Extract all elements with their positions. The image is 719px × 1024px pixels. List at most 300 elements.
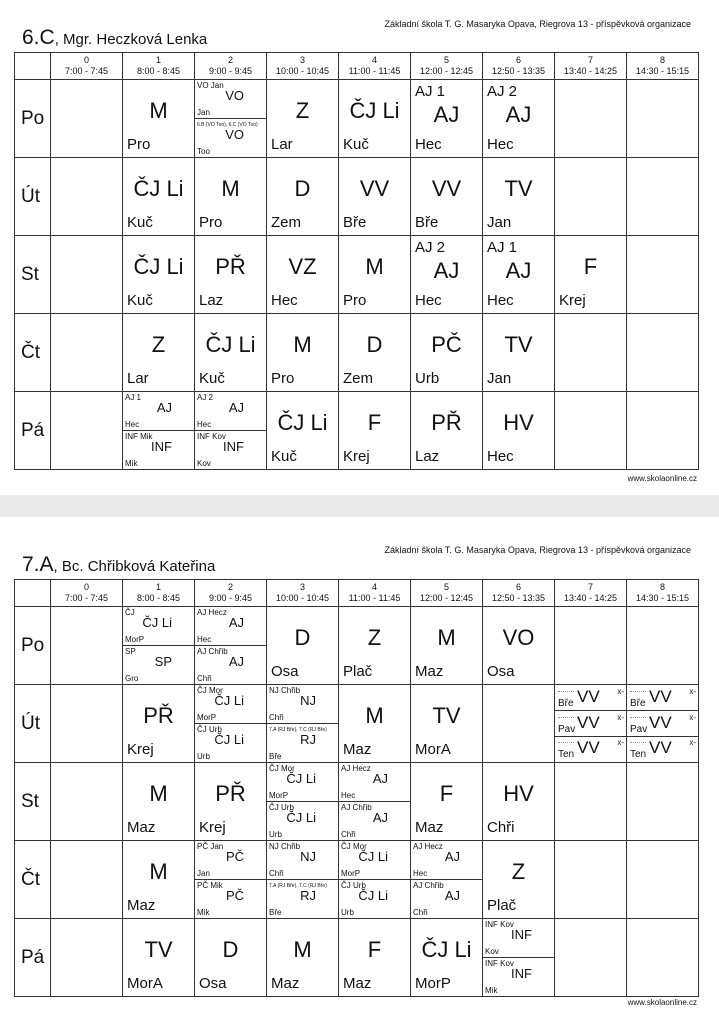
lesson-subject: F	[367, 937, 382, 962]
lesson-cell[interactable]	[339, 607, 411, 685]
lesson-subject: PČ	[225, 888, 244, 903]
period-time: 12:00 - 12:45	[419, 593, 474, 603]
lesson-group: AJ Chřib	[197, 647, 228, 656]
lesson-teacher: Mik	[485, 986, 498, 995]
lesson-teacher: Maz	[343, 975, 372, 992]
lesson-subject: PČ	[431, 332, 462, 357]
lesson-teacher: Osa	[487, 663, 515, 680]
lesson-subject: PŘ	[215, 254, 246, 279]
lesson-teacher: Kuč	[343, 136, 369, 153]
period-header-0	[51, 580, 123, 607]
lesson-half-bot	[267, 802, 338, 840]
lesson-teacher: Kuč	[271, 448, 297, 465]
lesson-teacher: Lar	[127, 370, 149, 387]
lesson-half-top	[411, 841, 482, 880]
lesson-subject: ČJ Li	[133, 254, 184, 279]
lesson-subject: SP	[154, 654, 172, 669]
school-name: Základní škola T. G. Masaryka Opava, Riegrova 13 - příspěvková organizace	[384, 19, 691, 29]
lesson-cell[interactable]	[339, 392, 411, 470]
lesson-cell[interactable]	[195, 763, 267, 841]
lesson-teacher: Bře	[630, 698, 646, 709]
lesson-group: AJ Hecz	[197, 608, 227, 617]
lesson-cell[interactable]	[483, 236, 555, 314]
lesson-teacher: Chři	[269, 869, 284, 878]
lesson-third	[627, 736, 698, 761]
lesson-subject: ČJ Li	[421, 937, 472, 962]
lesson-half-top	[339, 841, 410, 880]
period-time: 8:00 - 8:45	[136, 66, 181, 76]
lesson-half-bot	[123, 646, 194, 684]
lesson-subject: TV	[504, 332, 533, 357]
lesson-teacher: MorP	[269, 791, 289, 800]
lesson-cell[interactable]	[267, 236, 339, 314]
lesson-teacher: Pro	[343, 292, 367, 309]
period-number: 2	[227, 582, 233, 592]
day-label: Pá	[15, 392, 51, 470]
footer-link[interactable]: www.skolaonline.cz	[627, 474, 697, 483]
day-row	[15, 685, 699, 763]
lesson-subject: AJ	[156, 400, 172, 415]
lesson-cell	[555, 314, 627, 392]
lesson-subject: VZ	[288, 254, 317, 279]
period-header-2	[195, 53, 267, 80]
lesson-cell[interactable]	[267, 158, 339, 236]
lesson-cell[interactable]	[123, 841, 195, 919]
period-number: 0	[83, 582, 89, 592]
lesson-teacher: MorP	[415, 975, 451, 992]
period-time: 10:00 - 10:45	[275, 593, 330, 603]
lesson-subject: PČ	[225, 849, 244, 864]
period-header-2	[195, 580, 267, 607]
lesson-cell	[51, 763, 123, 841]
dotted-line	[630, 691, 646, 692]
day-label: Po	[15, 80, 51, 158]
lesson-teacher: Bře	[269, 908, 282, 917]
lesson-mark: x-	[689, 738, 696, 748]
lesson-subject: RJ	[300, 732, 316, 747]
lesson-teacher: Maz	[415, 663, 444, 680]
lesson-teacher: Hec	[413, 869, 428, 878]
lesson-cell[interactable]	[267, 763, 339, 841]
lesson-cell	[51, 685, 123, 763]
lesson-subject: ČJ Li	[142, 615, 172, 630]
lesson-cell[interactable]	[411, 763, 483, 841]
lesson-group: INF Kov	[197, 432, 226, 441]
lesson-group: INF Kov	[485, 920, 514, 929]
lesson-subject: F	[367, 410, 382, 435]
header-corner	[15, 580, 51, 607]
lesson-cell[interactable]	[411, 158, 483, 236]
lesson-cell[interactable]	[267, 314, 339, 392]
day-label: Čt	[15, 841, 51, 919]
lesson-cell[interactable]	[339, 763, 411, 841]
lesson-group: AJ 1	[125, 393, 142, 402]
lesson-group: ČJ	[125, 608, 135, 617]
period-number: 5	[443, 582, 449, 592]
lesson-cell[interactable]	[339, 236, 411, 314]
lesson-cell[interactable]	[483, 763, 555, 841]
lesson-half-top	[195, 607, 266, 646]
lesson-teacher: Urb	[341, 908, 354, 917]
lesson-cell[interactable]	[123, 919, 195, 997]
lesson-half-bot	[339, 880, 410, 918]
lesson-cell[interactable]	[483, 158, 555, 236]
period-header-1	[123, 53, 195, 80]
lesson-cell[interactable]	[195, 841, 267, 919]
lesson-cell[interactable]	[483, 392, 555, 470]
lesson-teacher: MorA	[415, 741, 451, 758]
lesson-cell	[51, 314, 123, 392]
period-number: 7	[587, 582, 593, 592]
schedule-page-2	[0, 517, 719, 1024]
lesson-subject: ČJ Li	[358, 888, 388, 903]
period-number: 6	[515, 55, 521, 65]
lesson-teacher: Pav	[630, 723, 648, 735]
lesson-cell	[627, 919, 699, 997]
lesson-teacher: Lar	[271, 136, 293, 153]
lesson-cell[interactable]	[483, 607, 555, 685]
lesson-teacher: Chři	[413, 908, 428, 917]
lesson-subject: VO	[502, 625, 535, 650]
lesson-group: 7.A (RJ Bře), 7.C (RJ Bře)	[269, 727, 327, 733]
period-time: 12:50 - 13:35	[491, 66, 546, 76]
school-name: Základní škola T. G. Masaryka Opava, Riegrova 13 - příspěvková organizace	[384, 545, 691, 555]
lesson-cell[interactable]	[411, 314, 483, 392]
period-header-7	[555, 53, 627, 80]
lesson-subject: M	[221, 176, 240, 201]
lesson-teacher: Gro	[125, 674, 139, 683]
day-row	[15, 841, 699, 919]
lesson-cell[interactable]	[195, 236, 267, 314]
period-header-3	[267, 580, 339, 607]
lesson-cell[interactable]	[267, 607, 339, 685]
lesson-cell[interactable]	[267, 80, 339, 158]
lesson-mark: x-	[617, 687, 624, 696]
lesson-group: AJ 2	[197, 393, 214, 402]
lesson-half-top	[267, 685, 338, 724]
lesson-teacher: Krej	[559, 292, 586, 309]
lesson-mark: x-	[689, 712, 696, 722]
period-header-5	[411, 53, 483, 80]
lesson-subject: VV	[649, 738, 672, 758]
lesson-teacher: Too	[197, 147, 210, 156]
lesson-cell[interactable]	[411, 392, 483, 470]
lesson-teacher: Hec	[271, 292, 298, 309]
lesson-teacher: Laz	[199, 292, 224, 309]
lesson-teacher: Hec	[125, 420, 140, 429]
lesson-subject: M	[365, 254, 384, 279]
lesson-teacher: Plač	[343, 663, 373, 680]
lesson-half-bot	[267, 880, 338, 918]
lesson-subject: ČJ Li	[205, 332, 256, 357]
lesson-cell[interactable]	[339, 919, 411, 997]
lesson-cell[interactable]	[339, 841, 411, 919]
lesson-cell[interactable]	[267, 841, 339, 919]
lesson-subject: TV	[144, 937, 173, 962]
lesson-subject: NJ	[300, 693, 316, 708]
lesson-cell[interactable]	[123, 236, 195, 314]
lesson-cell[interactable]	[123, 763, 195, 841]
lesson-subject: INF	[511, 927, 532, 942]
lesson-teacher: Maz	[271, 975, 300, 992]
lesson-half-bot	[195, 880, 266, 918]
lesson-third	[555, 736, 626, 761]
schedule-header	[22, 26, 207, 50]
period-time: 11:00 - 11:45	[348, 66, 401, 76]
lesson-teacher: Plač	[487, 897, 517, 914]
lesson-teacher: Pro	[127, 136, 151, 153]
lesson-cell[interactable]	[555, 236, 627, 314]
lesson-cell[interactable]	[123, 80, 195, 158]
day-row	[15, 158, 699, 236]
lesson-teacher: Pro	[271, 370, 295, 387]
lesson-cell[interactable]	[195, 392, 267, 470]
class-name: 7.A	[22, 553, 54, 576]
lesson-cell	[627, 236, 699, 314]
lesson-cell[interactable]	[267, 685, 339, 763]
header-corner	[15, 53, 51, 80]
lesson-half-top	[123, 392, 194, 431]
lesson-cell	[627, 158, 699, 236]
lesson-cell[interactable]	[411, 841, 483, 919]
lesson-subject: ČJ Li	[214, 732, 244, 747]
lesson-teacher: Kuč	[127, 292, 153, 309]
lesson-half-bot	[195, 119, 266, 157]
lesson-cell	[555, 841, 627, 919]
lesson-subject: HV	[503, 781, 534, 806]
lesson-cell[interactable]	[195, 919, 267, 997]
lesson-teacher: Mik	[197, 908, 210, 917]
lesson-group: AJ 1	[415, 83, 446, 100]
period-number: 3	[299, 582, 305, 592]
lesson-subject: D	[366, 332, 383, 357]
class-teacher: , Bc. Chřibková Kateřina	[53, 558, 216, 575]
lesson-cell	[555, 158, 627, 236]
lesson-cell	[555, 392, 627, 470]
lesson-half-top	[195, 80, 266, 119]
lesson-cell[interactable]	[411, 685, 483, 763]
lesson-cell[interactable]	[123, 392, 195, 470]
lesson-cell[interactable]	[411, 919, 483, 997]
lesson-cell[interactable]	[339, 314, 411, 392]
lesson-cell[interactable]	[411, 607, 483, 685]
lesson-half-top	[267, 841, 338, 880]
lesson-teacher: Hec	[197, 635, 212, 644]
lesson-subject: VV	[577, 687, 600, 706]
lesson-cell	[483, 685, 555, 763]
lesson-cell	[51, 841, 123, 919]
class-teacher: , Mgr. Heczková Lenka	[54, 31, 208, 48]
period-number: 4	[371, 55, 377, 65]
dotted-line	[558, 742, 574, 743]
lesson-cell[interactable]	[195, 158, 267, 236]
lesson-cell[interactable]	[411, 80, 483, 158]
period-number: 2	[227, 55, 233, 65]
lesson-third	[555, 711, 626, 737]
lesson-teacher: Mik	[125, 459, 138, 468]
lesson-subject: AJ	[433, 102, 460, 127]
lesson-subject: HV	[503, 410, 534, 435]
lesson-half-bot	[195, 646, 266, 684]
period-header-6	[483, 580, 555, 607]
lesson-cell	[555, 763, 627, 841]
lesson-subject: ČJ Li	[286, 771, 316, 786]
lesson-subject: AJ	[444, 888, 460, 903]
day-row	[15, 236, 699, 314]
period-header-5	[411, 580, 483, 607]
lesson-cell[interactable]	[555, 685, 627, 763]
lesson-subject: Z	[367, 625, 382, 650]
lesson-third	[555, 685, 626, 711]
lesson-cell	[555, 607, 627, 685]
lesson-subject: M	[437, 625, 456, 650]
lesson-group: ČJ Urb	[269, 803, 294, 812]
lesson-cell[interactable]	[339, 158, 411, 236]
lesson-subject: ČJ Li	[133, 176, 184, 201]
period-number: 8	[659, 582, 665, 592]
lesson-cell	[51, 919, 123, 997]
lesson-half-top	[195, 685, 266, 724]
lesson-cell	[51, 158, 123, 236]
timetable-grid	[14, 52, 699, 470]
lesson-subject: INF	[223, 439, 244, 454]
lesson-teacher: Hec	[487, 448, 514, 465]
lesson-cell	[555, 919, 627, 997]
lesson-teacher: Chři	[487, 819, 515, 836]
period-time: 9:00 - 9:45	[208, 66, 253, 76]
lesson-group: INF Mik	[125, 432, 153, 441]
lesson-subject: INF	[151, 439, 172, 454]
lesson-cell[interactable]	[195, 607, 267, 685]
lesson-half-top	[483, 919, 554, 958]
lesson-cell[interactable]	[339, 80, 411, 158]
lesson-teacher: Urb	[415, 370, 440, 387]
lesson-subject: VV	[649, 712, 672, 732]
lesson-teacher: Krej	[127, 741, 154, 758]
lesson-teacher: Jan	[487, 214, 512, 231]
period-time: 7:00 - 7:45	[64, 66, 109, 76]
lesson-cell[interactable]	[123, 685, 195, 763]
period-number: 0	[83, 55, 89, 65]
lesson-cell[interactable]	[483, 919, 555, 997]
lesson-cell[interactable]	[267, 919, 339, 997]
lesson-group: ČJ Urb	[341, 881, 366, 890]
lesson-teacher: Krej	[199, 819, 226, 836]
lesson-teacher: Urb	[197, 752, 210, 761]
lesson-group: AJ 2	[487, 83, 518, 100]
lesson-subject: AJ	[228, 654, 244, 669]
period-header-0	[51, 53, 123, 80]
lesson-group: PČ Mik	[197, 881, 223, 890]
lesson-mark: x-	[617, 738, 624, 748]
lesson-cell[interactable]	[483, 314, 555, 392]
lesson-cell[interactable]	[267, 392, 339, 470]
lesson-teacher: MorP	[125, 635, 145, 644]
lesson-cell[interactable]	[339, 685, 411, 763]
period-time: 13:40 - 14:25	[563, 593, 618, 603]
period-number: 3	[299, 55, 305, 65]
lesson-group: AJ 1	[487, 239, 518, 256]
period-number: 1	[155, 55, 161, 65]
lesson-subject: Z	[151, 332, 166, 357]
lesson-subject: Z	[295, 98, 310, 123]
period-header-3	[267, 53, 339, 80]
day-row	[15, 919, 699, 997]
lesson-cell[interactable]	[123, 607, 195, 685]
lesson-subject: NJ	[300, 849, 316, 864]
period-header-4	[339, 53, 411, 80]
lesson-cell[interactable]	[123, 158, 195, 236]
lesson-subject: ČJ Li	[358, 849, 388, 864]
lesson-subject: AJ	[228, 400, 244, 415]
lesson-cell[interactable]	[123, 314, 195, 392]
lesson-group: SP	[125, 647, 136, 656]
lesson-teacher: Bře	[558, 698, 574, 709]
lesson-cell	[627, 763, 699, 841]
lesson-subject: PŘ	[143, 703, 174, 728]
lesson-teacher: Urb	[269, 830, 282, 839]
day-row	[15, 763, 699, 841]
lesson-cell	[51, 607, 123, 685]
lesson-mark: x-	[689, 687, 696, 696]
period-number: 6	[515, 582, 521, 592]
lesson-teacher: Ten	[558, 749, 575, 761]
day-label: Út	[15, 685, 51, 763]
lesson-cell[interactable]	[411, 236, 483, 314]
lesson-subject: AJ	[372, 771, 388, 786]
lesson-group: PČ Jan	[197, 842, 224, 851]
footer-link[interactable]: www.skolaonline.cz	[627, 998, 697, 1007]
period-header-7	[555, 580, 627, 607]
lesson-cell[interactable]	[195, 314, 267, 392]
lesson-cell[interactable]	[483, 80, 555, 158]
lesson-subject: TV	[432, 703, 461, 728]
lesson-teacher: Maz	[127, 897, 156, 914]
lesson-third	[627, 685, 698, 711]
lesson-subject: AJ	[444, 849, 460, 864]
lesson-cell[interactable]	[195, 80, 267, 158]
lesson-teacher: Hec	[415, 136, 442, 153]
lesson-half-bot	[339, 802, 410, 840]
period-header-8	[627, 53, 699, 80]
lesson-teacher: Krej	[343, 448, 370, 465]
lesson-teacher: Osa	[199, 975, 227, 992]
lesson-subject: M	[149, 859, 168, 884]
lesson-subject: TV	[504, 176, 533, 201]
dotted-line	[558, 717, 574, 718]
lesson-cell[interactable]	[195, 685, 267, 763]
lesson-subject: VV	[577, 738, 600, 758]
lesson-teacher: Hec	[487, 292, 514, 309]
period-time: 12:00 - 12:45	[419, 66, 474, 76]
lesson-teacher: Hec	[415, 292, 442, 309]
lesson-half-bot	[411, 880, 482, 918]
lesson-group: ČJ Mor	[269, 764, 295, 773]
lesson-subject: F	[583, 254, 598, 279]
lesson-cell[interactable]	[483, 841, 555, 919]
lesson-subject: PŘ	[431, 410, 462, 435]
lesson-cell[interactable]	[627, 685, 699, 763]
day-row	[15, 392, 699, 470]
lesson-teacher: Kov	[197, 459, 211, 468]
lesson-teacher: Kov	[485, 947, 499, 956]
lesson-subject: F	[439, 781, 454, 806]
lesson-subject: D	[294, 176, 311, 201]
period-time: 14:30 - 15:15	[635, 593, 690, 603]
period-time: 12:50 - 13:35	[491, 593, 546, 603]
period-time: 11:00 - 11:45	[348, 593, 401, 603]
lesson-group: ČJ Mor	[341, 842, 367, 851]
